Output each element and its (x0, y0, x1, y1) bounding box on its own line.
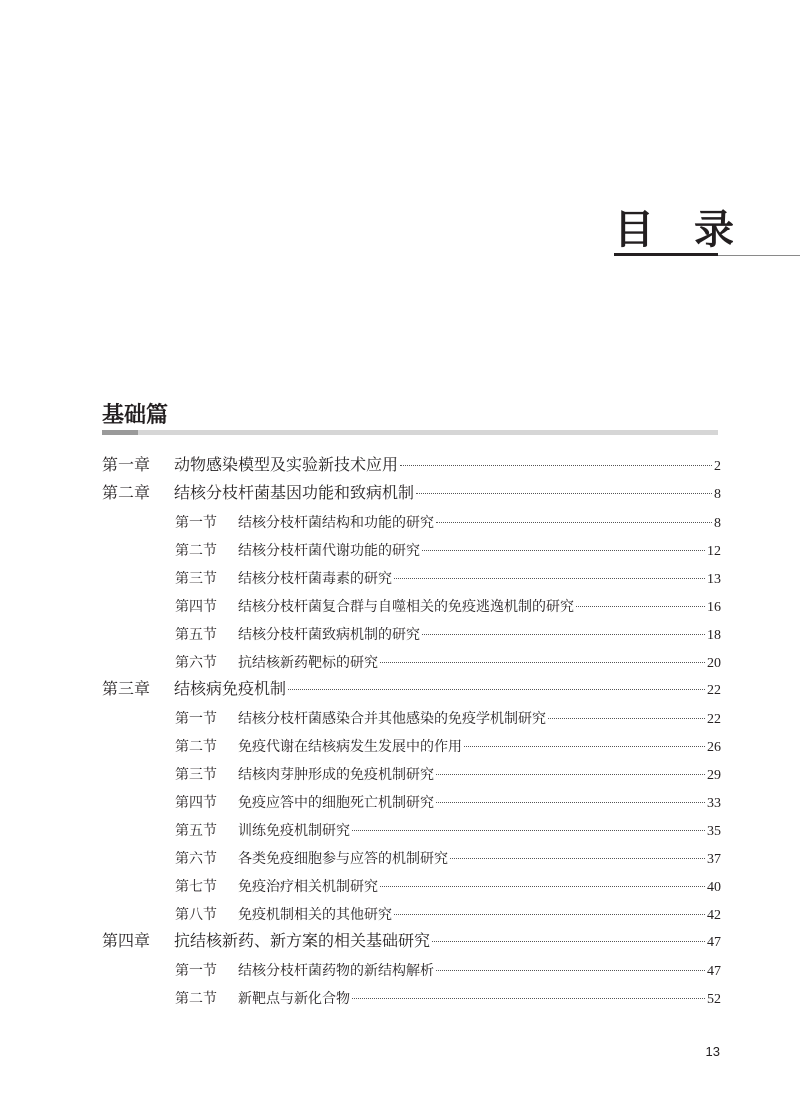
toc-chapter-entry (102, 452, 721, 475)
toc-entry-title: 各类免疫细胞参与应答的机制研究 (238, 851, 448, 867)
toc-section-entry (175, 988, 721, 1008)
toc-entry-label: 第四章 (102, 931, 151, 950)
toc-entry-title: 抗结核新药、新方案的相关基础研究 (174, 931, 431, 950)
toc-entry-label: 第二节 (175, 739, 217, 755)
toc-dot-leader (432, 941, 705, 942)
toc-entry-label: 第一章 (102, 455, 151, 474)
toc-entry-page: 16 (707, 600, 721, 615)
toc-entry-page: 26 (707, 740, 721, 755)
toc-entry-label: 第二章 (102, 483, 151, 502)
toc-entry-page: 33 (707, 796, 721, 811)
toc-entry-title: 训练免疫机制研究 (238, 823, 350, 839)
toc-entry-title: 免疫应答中的细胞死亡机制研究 (238, 795, 434, 811)
toc-section-entry (175, 708, 721, 728)
toc-entry-title: 结核分枝杆菌感染合并其他感染的免疫学机制研究 (238, 711, 546, 727)
toc-dot-leader (436, 522, 712, 523)
toc-entry-label: 第五节 (175, 627, 217, 643)
toc-dot-leader (400, 465, 712, 466)
toc-dot-leader (436, 802, 705, 803)
toc-entry-page: 12 (707, 544, 721, 559)
toc-dot-leader (380, 886, 705, 887)
toc-dot-leader (394, 914, 705, 915)
toc-section-entry (175, 848, 721, 868)
toc-entry-label: 第八节 (175, 907, 217, 923)
toc-entry-title: 结核分枝杆菌致病机制的研究 (238, 627, 420, 643)
toc-entry-label: 第五节 (175, 823, 217, 839)
toc-entry-page: 35 (707, 824, 721, 839)
toc-entry-title: 结核肉芽肿形成的免疫机制研究 (238, 767, 434, 783)
toc-section-entry (175, 764, 721, 784)
toc-entry-label: 第三节 (175, 571, 217, 587)
toc-entry-page: 20 (707, 656, 721, 671)
toc-entry-page: 29 (707, 768, 721, 783)
toc-entry-page: 2 (714, 459, 721, 474)
toc-dot-leader (436, 970, 705, 971)
toc-entry-label: 第一节 (175, 963, 217, 979)
toc-dot-leader (436, 774, 705, 775)
toc-entry-title: 免疫治疗相关机制研究 (238, 879, 378, 895)
toc-section-entry (175, 960, 721, 980)
toc-section-entry (175, 540, 721, 560)
toc-entry-label: 第二节 (175, 991, 217, 1007)
toc-entry-page: 8 (714, 516, 721, 531)
toc-entry-label: 第四节 (175, 599, 217, 615)
toc-entry-page: 8 (714, 487, 721, 502)
toc-dot-leader (422, 550, 705, 551)
toc-section-entry (175, 904, 721, 924)
toc-entry-label: 第三节 (175, 767, 217, 783)
toc-entry-page: 37 (707, 852, 721, 867)
toc-dot-leader (352, 830, 705, 831)
toc-entry-page: 18 (707, 628, 721, 643)
toc-entry-label: 第三章 (102, 679, 151, 698)
part-title: 基础篇 (102, 403, 169, 428)
toc-dot-leader (352, 998, 705, 999)
toc-entry-page: 40 (707, 880, 721, 895)
toc-dot-leader (422, 634, 705, 635)
toc-section-entry (175, 736, 721, 756)
toc-dot-leader (394, 578, 705, 579)
toc-dot-leader (380, 662, 705, 663)
toc-entry-title: 结核分枝杆菌复合群与自噬相关的免疫逃逸机制的研究 (238, 599, 574, 615)
toc-entry-label: 第六节 (175, 851, 217, 867)
toc-section-entry (175, 512, 721, 532)
toc-section-entry (175, 820, 721, 840)
toc-entry-label: 第一节 (175, 515, 217, 531)
toc-entry-label: 第四节 (175, 795, 217, 811)
toc-entry-page: 22 (707, 712, 721, 727)
toc-dot-leader (576, 606, 705, 607)
toc-entry-title: 结核分枝杆菌基因功能和致病机制 (174, 483, 415, 502)
toc-dot-leader (416, 493, 712, 494)
toc-chapter-entry (102, 480, 721, 503)
toc-section-entry (175, 624, 721, 644)
toc-entry-page: 42 (707, 908, 721, 923)
toc-dot-leader (288, 689, 705, 690)
toc-dot-leader (548, 718, 705, 719)
toc-dot-leader (464, 746, 705, 747)
toc-chapter-entry (102, 928, 721, 951)
toc-entry-page: 22 (707, 683, 721, 698)
toc-title: 目 录 (614, 207, 734, 253)
toc-entry-label: 第七节 (175, 879, 217, 895)
toc-entry-title: 动物感染模型及实验新技术应用 (174, 455, 399, 474)
toc-entry-page: 52 (707, 992, 721, 1007)
toc-entry-title: 结核病免疫机制 (174, 679, 287, 698)
toc-entry-title: 抗结核新药靶标的研究 (238, 655, 378, 671)
toc-entry-label: 第一节 (175, 711, 217, 727)
toc-entry-title: 结核分枝杆菌代谢功能的研究 (238, 543, 420, 559)
toc-section-entry (175, 792, 721, 812)
toc-entry-title: 结核分枝杆菌结构和功能的研究 (238, 515, 434, 531)
toc-entry-page: 47 (707, 964, 721, 979)
toc-section-entry (175, 876, 721, 896)
toc-entry-title: 新靶点与新化合物 (238, 991, 350, 1007)
toc-entry-title: 结核分枝杆菌药物的新结构解析 (238, 963, 434, 979)
toc-section-entry (175, 652, 721, 672)
toc-section-entry (175, 596, 721, 616)
toc-entry-page: 47 (707, 935, 721, 950)
toc-chapter-entry (102, 676, 721, 699)
toc-section-entry (175, 568, 721, 588)
toc-entry-label: 第六节 (175, 655, 217, 671)
toc-entry-title: 免疫机制相关的其他研究 (238, 907, 392, 923)
toc-dot-leader (450, 858, 705, 859)
toc-entry-title: 结核分枝杆菌毒素的研究 (238, 571, 392, 587)
page-number: 13 (705, 1044, 720, 1059)
toc-entry-title: 免疫代谢在结核病发生发展中的作用 (238, 739, 462, 755)
toc-entry-label: 第二节 (175, 543, 217, 559)
toc-entry-page: 13 (707, 572, 721, 587)
